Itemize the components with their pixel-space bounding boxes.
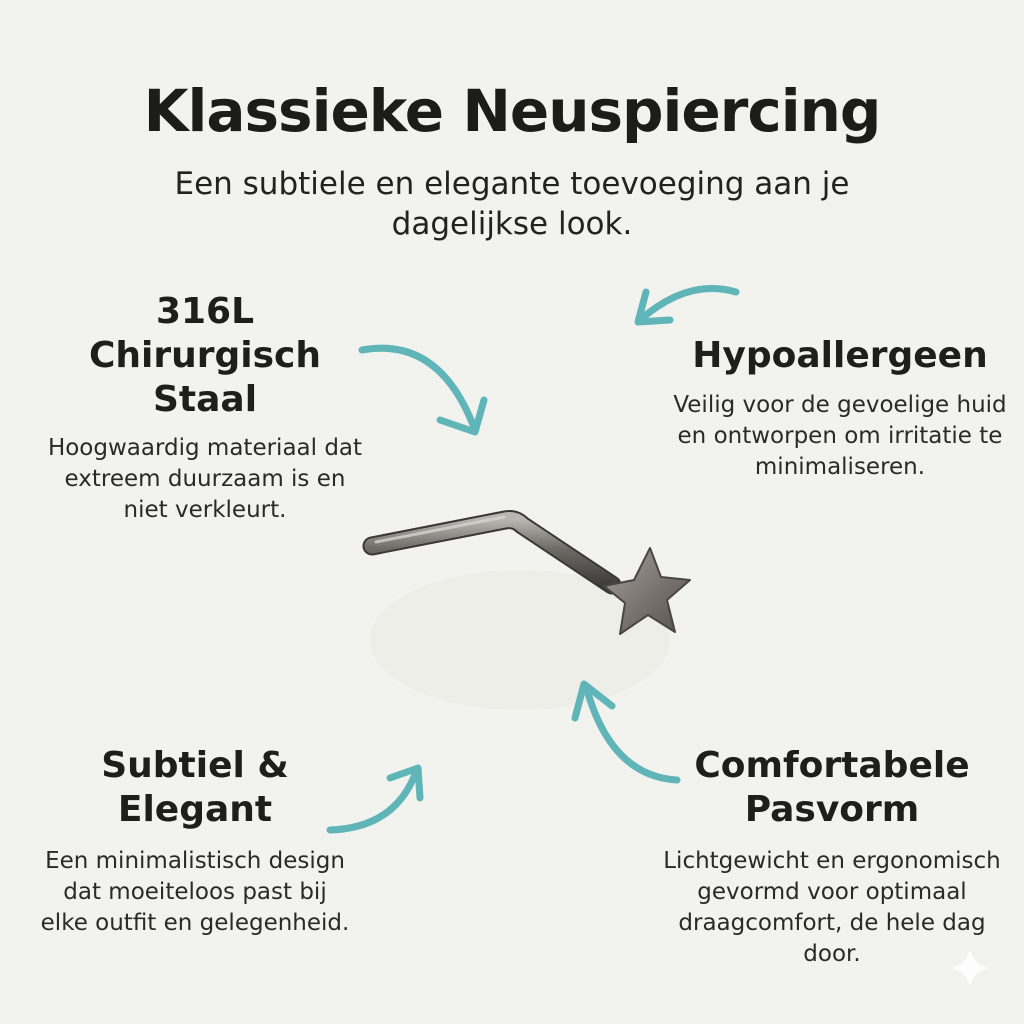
arrow-icon-subtle — [330, 768, 420, 830]
feature-description-comfort: Lichtgewicht en ergonomisch gevormd voor optimaal draagcomfort, de hele dag door. — [663, 848, 1001, 967]
arrow-icon-steel — [362, 348, 484, 432]
feature-heading-comfort: Comfortabele Pasvorm — [694, 745, 970, 830]
feature-description-steel: Hoogwaardig materiaal dat extreem duurzaam is en niet verkleurt. — [47, 435, 363, 523]
page-title: Klassieke Neuspiercing — [143, 77, 881, 145]
sparkle-icon — [950, 948, 990, 988]
feature-description-subtle: Een minimalistisch design dat moeiteloos past bij elke outfit en gelegenheid. — [40, 848, 350, 936]
feature-description-hypoallergenic: Veilig voor de gevoelige huid en ontworpen om irritatie te minimaliseren. — [673, 392, 1007, 480]
star-nose-stud-image — [370, 517, 690, 710]
arrow-icon-hypoallergenic — [638, 289, 736, 323]
feature-heading-steel: 316L Chirurgisch Staal — [88, 291, 322, 420]
feature-heading-hypoallergenic: Hypoallergeen — [692, 335, 988, 376]
page-subtitle: Een subtiele en elegante toevoeging aan je dagelijkse look. — [174, 166, 850, 242]
arrow-icon-comfort — [575, 684, 677, 780]
feature-heading-subtle: Subtiel & Elegant — [101, 745, 289, 830]
